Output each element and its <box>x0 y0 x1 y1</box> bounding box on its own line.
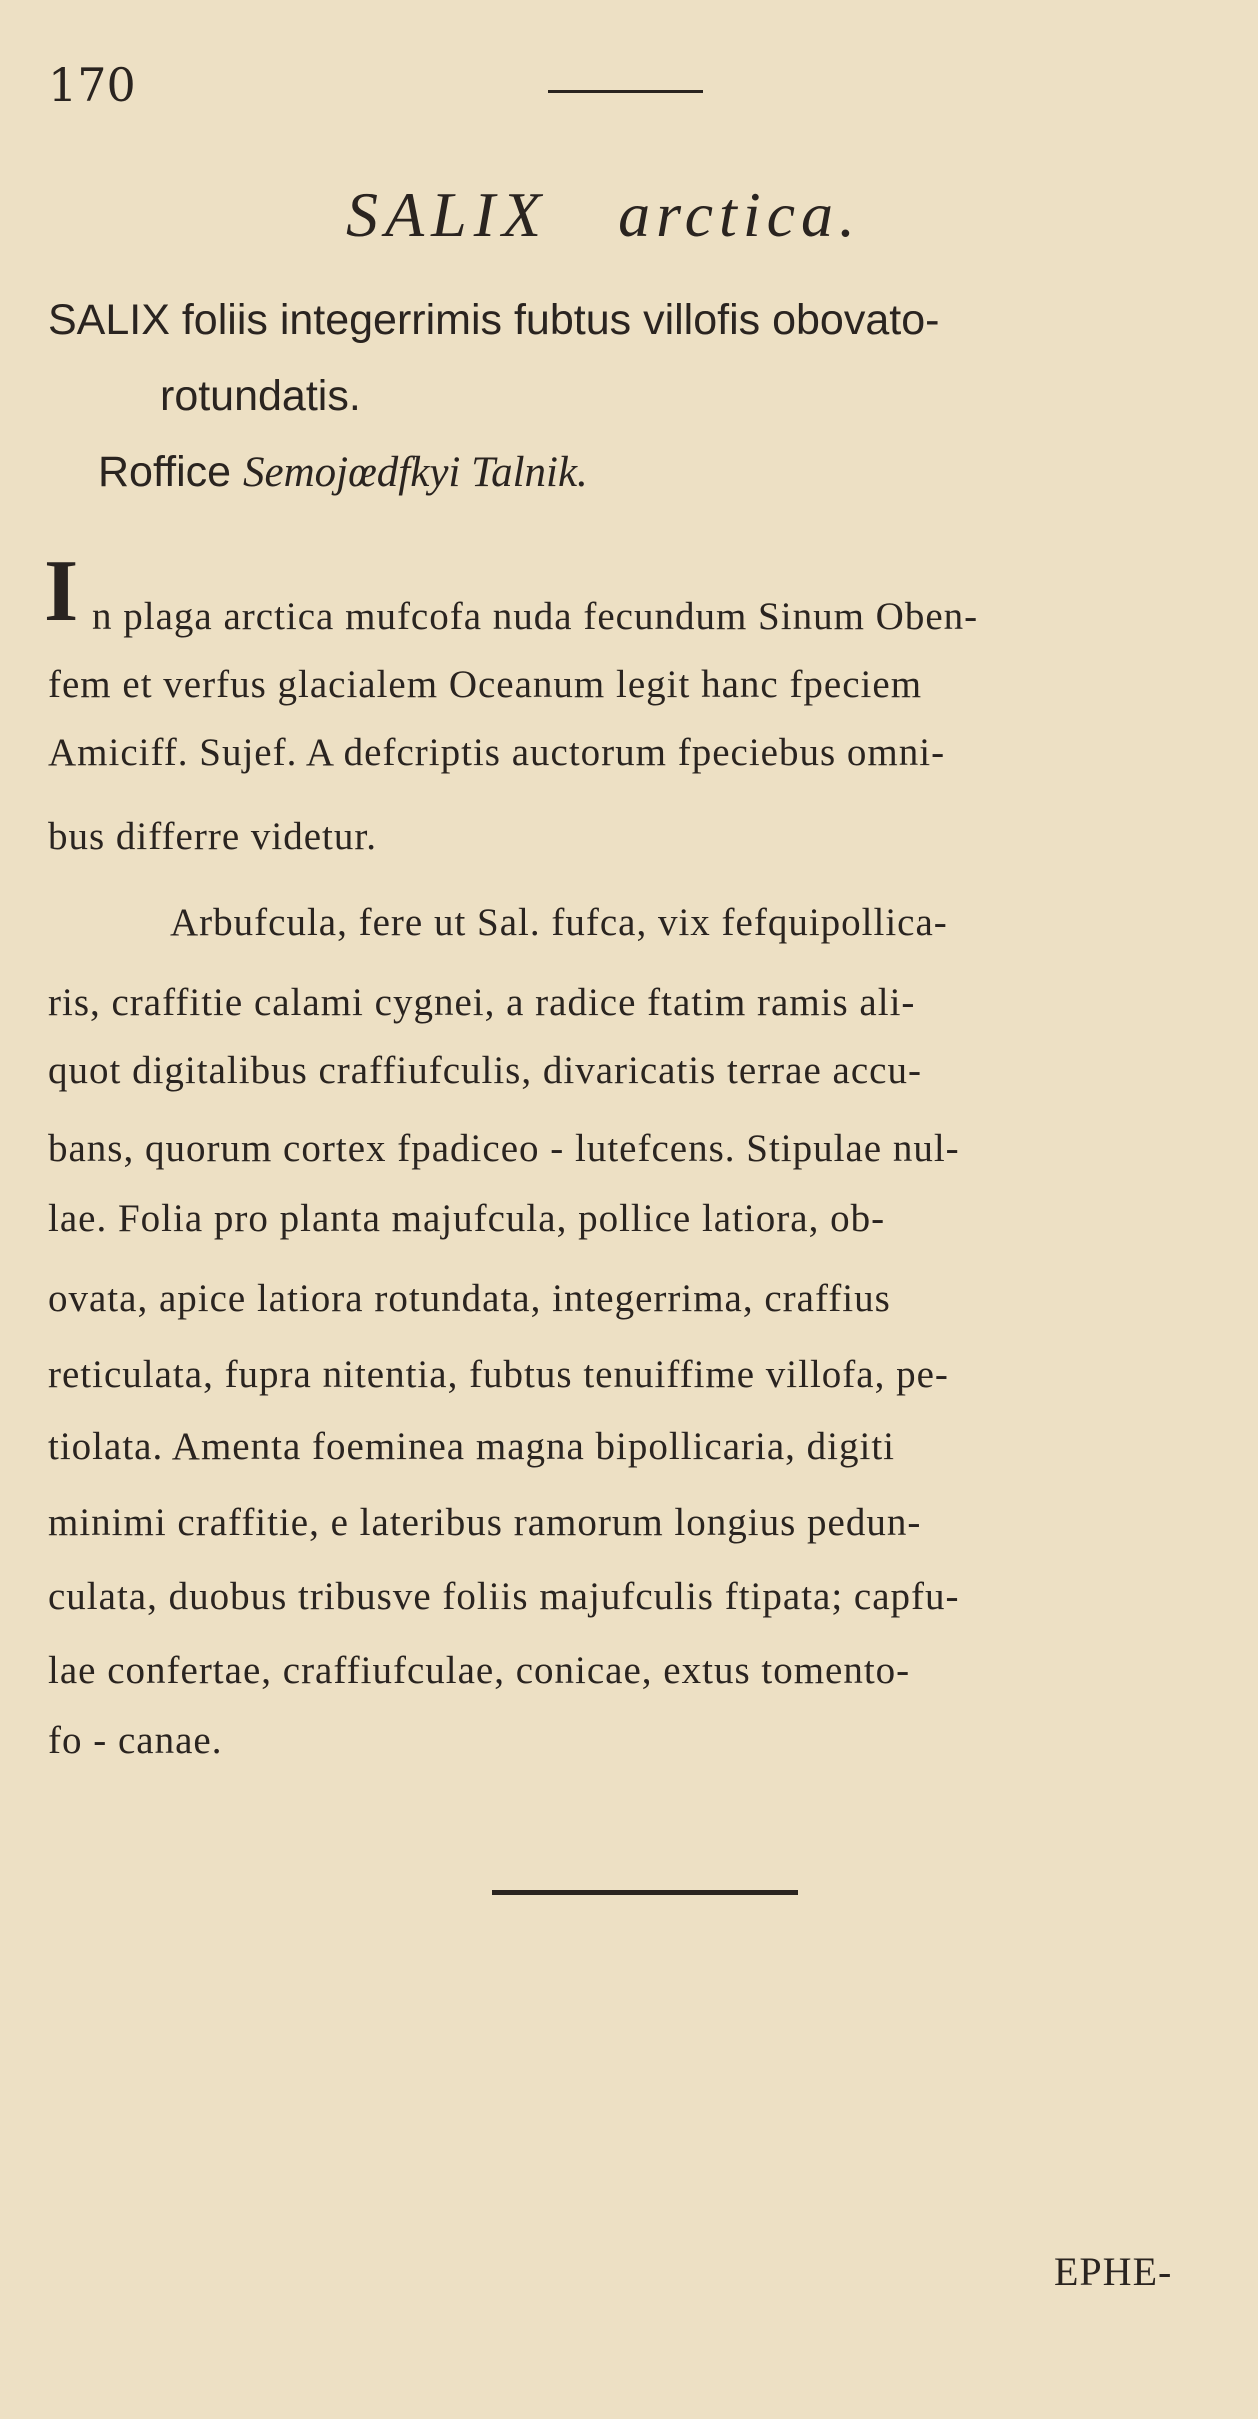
page-number: 170 <box>48 58 136 112</box>
text-line: ovata, apice latiora rotundata, integerrima, craffius <box>48 1277 891 1320</box>
title-genus: SALIX <box>346 179 549 250</box>
text-line: fem et verfus glacialem Oceanum legit hanc fpeciem <box>48 663 923 706</box>
header-rule <box>548 90 703 93</box>
text-line: Arbufcula, fere ut Sal. fufca, vix fefquipollica- <box>170 901 948 944</box>
russian-name-line <box>98 448 588 497</box>
diagnosis-line: SALIX foliis integerrimis fubtus villofis obovato- <box>48 296 940 344</box>
title-species: arctica. <box>618 179 861 250</box>
text-line: lae. Folia pro planta majufcula, pollice latiora, ob- <box>48 1197 886 1240</box>
text-line: bans, quorum cortex fpadiceo - lutefcens. Stipulae nul- <box>48 1127 960 1170</box>
catchword: EPHE- <box>1054 2249 1173 2294</box>
text-line: ris, craffitie calami cygnei, a radice ftatim ramis ali- <box>48 981 916 1024</box>
text-line: bus differre videtur. <box>48 815 377 858</box>
drop-cap-initial: I <box>44 543 79 640</box>
page-title <box>346 178 861 252</box>
text-line: minimi craffitie, e lateribus ramorum longius pedun- <box>48 1501 922 1544</box>
text-line: tiolata. Amenta foeminea magna bipollicaria, digiti <box>48 1425 895 1468</box>
text-line: n plaga arctica mufcofa nuda fecundum Sinum Oben- <box>92 595 979 638</box>
text-line: lae confertae, craffiufculae, conicae, extus tomento- <box>48 1649 911 1692</box>
russian-name: Semojœdfkyi Talnik. <box>243 449 588 496</box>
end-rule <box>492 1890 798 1895</box>
text-line: reticulata, fupra nitentia, fubtus tenuiffime villofa, pe- <box>48 1353 949 1396</box>
diagnosis-line: rotundatis. <box>160 372 361 420</box>
text-line: quot digitalibus craffiufculis, divaricatis terrae accu- <box>48 1049 922 1092</box>
text-line: culata, duobus tribusve foliis majufculis ftipata; capfu- <box>48 1575 960 1618</box>
russian-prefix: Roffice <box>98 448 232 496</box>
text-line: fo - canae. <box>48 1719 223 1762</box>
text-line: Amiciff. Sujef. A defcriptis auctorum fpeciebus omni- <box>48 731 946 774</box>
